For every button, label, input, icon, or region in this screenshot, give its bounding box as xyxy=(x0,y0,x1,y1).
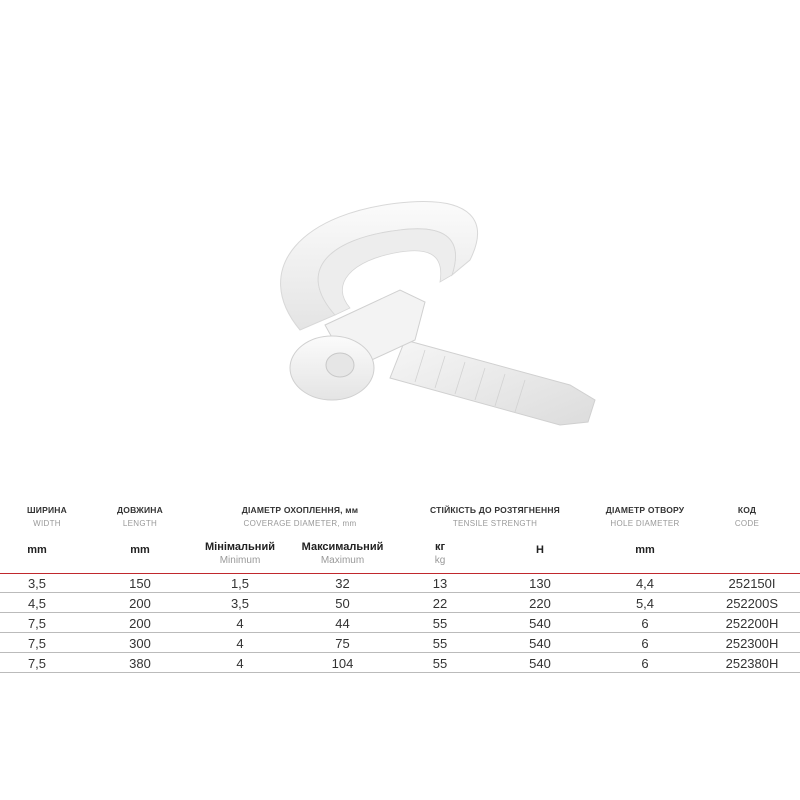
unit-min-sub: Minimum xyxy=(219,555,261,566)
cell-kg: 55 xyxy=(432,656,448,671)
cell-width: 7,5 xyxy=(27,656,47,671)
unit-hole: mm xyxy=(635,544,655,556)
unit-min-label: Мінімальний xyxy=(205,541,275,553)
header-coverage-title: ДІАМЕТР ОХОПЛЕННЯ, мм xyxy=(241,505,359,515)
spec-table xyxy=(0,505,800,673)
cell-width: 7,5 xyxy=(27,636,47,651)
cell-max: 32 xyxy=(335,576,350,591)
header-hole-title: ДІАМЕТР ОТВОРУ xyxy=(605,505,685,515)
table-row xyxy=(0,593,800,613)
cell-kg: 55 xyxy=(432,616,448,631)
cell-max: 50 xyxy=(335,596,350,611)
cell-kg: 55 xyxy=(432,636,448,651)
unit-width: mm xyxy=(27,544,47,556)
header-tensile-title: СТІЙКІСТЬ ДО РОЗТЯГНЕННЯ xyxy=(430,505,560,515)
cell-min: 4 xyxy=(236,636,244,651)
unit-max-label: Максимальний xyxy=(301,541,384,553)
cell-min: 3,5 xyxy=(230,596,250,611)
cell-max: 104 xyxy=(331,656,354,671)
cell-kg: 22 xyxy=(432,596,448,611)
cell-length: 200 xyxy=(129,616,151,631)
unit-sub-row xyxy=(0,555,800,573)
cell-code: 252200H xyxy=(725,616,779,631)
cell-n: 540 xyxy=(529,616,551,631)
unit-kg-sub: kg xyxy=(434,555,446,566)
cell-length: 300 xyxy=(129,636,151,651)
table-row xyxy=(0,613,800,633)
cell-hole: 5,4 xyxy=(635,596,655,611)
header-code-title: КОД xyxy=(737,505,757,515)
header-length-subtitle: LENGTH xyxy=(122,519,158,528)
header-hole-subtitle: HOLE DIAMETER xyxy=(610,519,680,528)
unit-length: mm xyxy=(130,544,150,556)
unit-max-sub: Maximum xyxy=(320,555,365,566)
cell-n: 130 xyxy=(529,576,551,591)
unit-n-label: Н xyxy=(536,544,544,556)
cell-hole: 4,4 xyxy=(635,576,655,591)
header-title-row xyxy=(0,505,800,519)
table-row xyxy=(0,653,800,673)
cell-length: 380 xyxy=(129,656,151,671)
cell-min: 4 xyxy=(236,656,244,671)
unit-row xyxy=(0,541,800,555)
cell-max: 75 xyxy=(335,636,350,651)
cell-min: 1,5 xyxy=(230,576,250,591)
table-row xyxy=(0,573,800,593)
header-width-subtitle: WIDTH xyxy=(33,519,61,528)
cell-n: 540 xyxy=(529,636,551,651)
row-divider xyxy=(0,672,800,673)
cable-tie-image xyxy=(240,190,620,450)
cell-width: 3,5 xyxy=(27,576,47,591)
cell-length: 200 xyxy=(129,596,151,611)
cell-code: 252200S xyxy=(725,596,779,611)
table-row xyxy=(0,633,800,653)
cell-max: 44 xyxy=(335,616,350,631)
data-rows xyxy=(0,573,800,673)
header-tensile-subtitle: TENSILE STRENGTH xyxy=(452,519,538,528)
header-width-title: ШИРИНА xyxy=(27,505,67,515)
cell-n: 220 xyxy=(529,596,551,611)
unit-kg-label: кг xyxy=(434,541,446,553)
cell-code: 252380H xyxy=(725,656,779,671)
cell-width: 4,5 xyxy=(27,596,47,611)
cell-length: 150 xyxy=(129,576,151,591)
cell-hole: 6 xyxy=(641,616,649,631)
cell-width: 7,5 xyxy=(27,616,47,631)
cell-hole: 6 xyxy=(641,656,649,671)
cell-code: 252300H xyxy=(725,636,779,651)
header-length-title: ДОВЖИНА xyxy=(117,505,163,515)
header-coverage-subtitle: COVERAGE DIAMETER, mm xyxy=(243,519,357,528)
cell-min: 4 xyxy=(236,616,244,631)
cell-kg: 13 xyxy=(432,576,448,591)
header-code-subtitle: CODE xyxy=(734,519,760,528)
cell-n: 540 xyxy=(529,656,551,671)
cell-code: 252150I xyxy=(728,576,776,591)
header-subtitle-row xyxy=(0,519,800,541)
cell-hole: 6 xyxy=(641,636,649,651)
